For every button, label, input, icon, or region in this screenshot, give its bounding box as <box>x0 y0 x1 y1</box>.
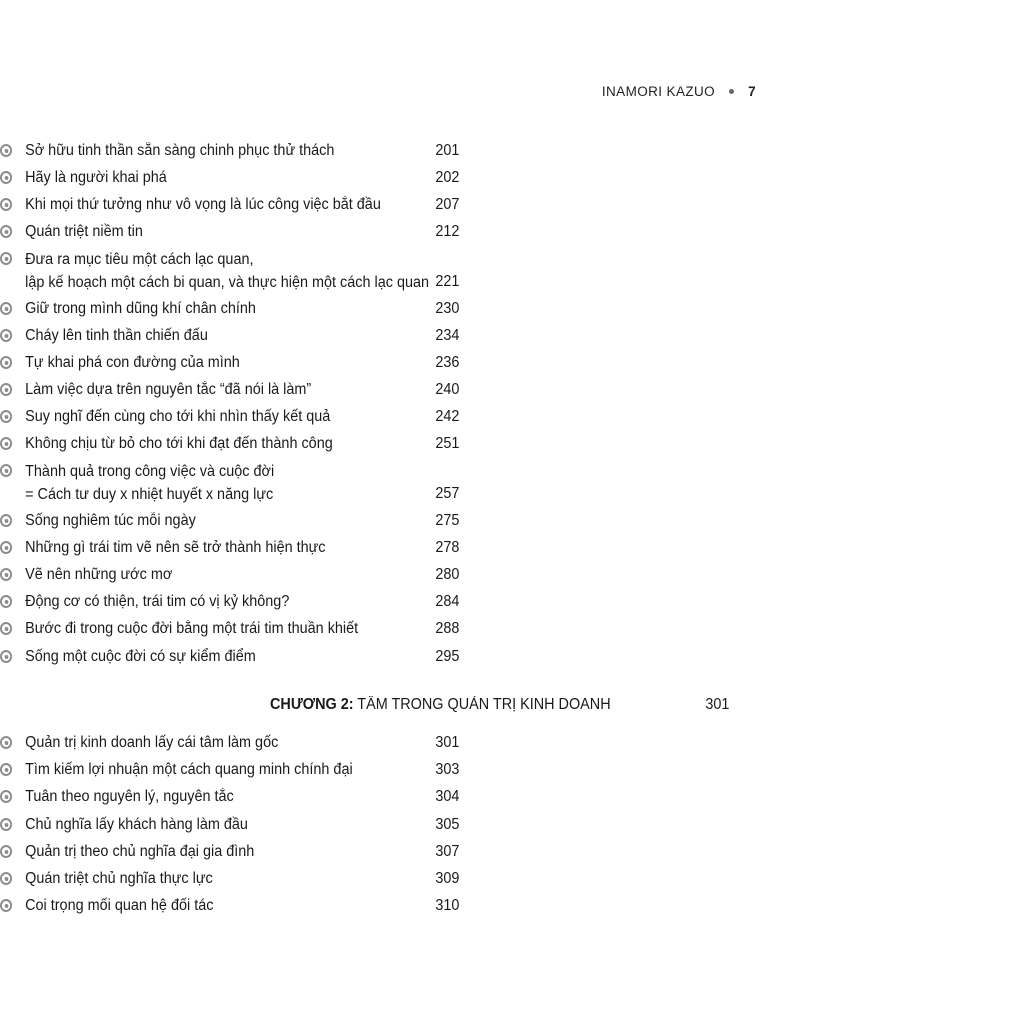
bullet-icon <box>0 225 12 238</box>
toc-entry-page: 304 <box>435 788 460 805</box>
toc-entry-title: Hãy là người khai phá <box>25 169 167 186</box>
bullet-icon <box>0 329 12 342</box>
toc-entry-page: 309 <box>435 870 460 887</box>
toc-entry-page: 278 <box>435 539 460 556</box>
bullet-icon <box>0 144 12 157</box>
toc-entry-page: 307 <box>435 843 460 860</box>
toc-entry-title: Không chịu từ bỏ cho tới khi đạt đến thành công <box>25 435 333 452</box>
toc-entry-title: Cháy lên tinh thần chiến đấu <box>25 327 208 344</box>
bullet-icon <box>0 622 12 635</box>
bullet-icon <box>0 252 12 265</box>
toc-entry-page: 284 <box>435 593 460 610</box>
toc-entry-title <box>25 460 274 506</box>
bullet-icon <box>0 899 12 912</box>
toc-entry-title: Tự khai phá con đường của mình <box>25 354 240 371</box>
toc-entry-page: 288 <box>435 620 460 637</box>
toc-entry-title: Sống nghiêm túc mỗi ngày <box>25 512 196 529</box>
toc-entry-page: 202 <box>435 169 460 186</box>
toc-entry-title-line1: Đưa ra mục tiêu một cách lạc quan, <box>25 251 254 268</box>
toc-entry-title: Những gì trái tim vẽ nên sẽ trở thành hiện thực <box>25 539 326 556</box>
chapter-prefix: CHƯƠNG 2: <box>270 696 354 713</box>
chapter-title: TÂM TRONG QUẢN TRỊ KINH DOANH <box>353 696 611 713</box>
author-name: INAMORI KAZUO <box>601 84 716 99</box>
toc-entry-title: Động cơ có thiện, trái tim có vị kỷ không? <box>25 593 290 610</box>
toc-entry-title: Sở hữu tinh thần sẵn sàng chinh phục thử thách <box>25 142 335 159</box>
bullet-icon <box>0 302 12 315</box>
separator-dot-icon <box>729 89 734 94</box>
toc-entry-title: Vẽ nên những ước mơ <box>25 566 173 583</box>
bullet-icon <box>0 514 12 527</box>
toc-entry-page: 310 <box>435 897 460 914</box>
running-header <box>602 84 756 99</box>
toc-entry-title: Bước đi trong cuộc đời bằng một trái tim thuần khiết <box>25 620 359 637</box>
toc-entry-title: Quán triệt chủ nghĩa thực lực <box>25 870 213 887</box>
toc-entry-title: Quản trị theo chủ nghĩa đại gia đình <box>25 843 255 860</box>
toc-entry-page: 251 <box>435 435 460 452</box>
chapter-heading <box>270 694 729 716</box>
toc-entry-page: 236 <box>435 354 460 371</box>
toc-entry-title: Coi trọng mối quan hệ đối tác <box>25 897 214 914</box>
toc-entry-page: 207 <box>435 196 460 213</box>
toc-entry-page: 295 <box>435 648 460 665</box>
toc-entry-title-line2: lập kế hoạch một cách bi quan, và thực hiện một cách lạc quan <box>25 274 430 291</box>
toc-entry-title: Làm việc dựa trên nguyên tắc “đã nói là làm” <box>25 381 312 398</box>
bullet-icon <box>0 790 12 803</box>
page-number: 7 <box>748 84 756 99</box>
toc-entry-page: 242 <box>435 408 460 425</box>
toc-entry-title: Quản trị kinh doanh lấy cái tâm làm gốc <box>25 734 279 751</box>
toc-entry-title: Tìm kiếm lợi nhuận một cách quang minh chính đại <box>25 761 353 778</box>
toc-entry-page: 301 <box>435 734 460 751</box>
toc-entry-page: 303 <box>435 761 460 778</box>
toc-entry-title: Suy nghĩ đến cùng cho tới khi nhìn thấy kết quả <box>25 408 331 425</box>
toc-entry-page: 257 <box>435 485 460 502</box>
bullet-icon <box>0 872 12 885</box>
toc-entry-title: Tuân theo nguyên lý, nguyên tắc <box>25 788 234 805</box>
bullet-icon <box>0 595 12 608</box>
toc-entry-title: Chủ nghĩa lấy khách hàng làm đầu <box>25 816 248 833</box>
bullet-icon <box>0 845 12 858</box>
bullet-icon <box>0 818 12 831</box>
toc-entry-page: 201 <box>435 142 460 159</box>
toc-entry-page: 280 <box>435 566 460 583</box>
toc-entry-page: 305 <box>435 816 460 833</box>
toc-entry-title: Khi mọi thứ tưởng như vô vọng là lúc công việc bắt đầu <box>25 196 381 213</box>
toc-entry-title-line1: Thành quả trong công việc và cuộc đời <box>25 463 275 480</box>
bullet-icon <box>0 171 12 184</box>
bullet-icon <box>0 736 12 749</box>
toc-entry-page: 275 <box>435 512 460 529</box>
toc-entry-page: 221 <box>435 273 460 290</box>
bullet-icon <box>0 410 12 423</box>
toc-entry-page: 212 <box>435 223 460 240</box>
bullet-icon <box>0 383 12 396</box>
chapter-page: 301 <box>705 696 730 713</box>
toc-entry-page: 230 <box>435 300 460 317</box>
toc-entry-title: Quán triệt niềm tin <box>25 223 143 240</box>
bullet-icon <box>0 198 12 211</box>
toc-entry-page: 234 <box>435 327 460 344</box>
toc-entry-title-line2: = Cách tư duy x nhiệt huyết x năng lực <box>25 486 274 503</box>
toc-entry-title <box>25 248 429 294</box>
bullet-icon <box>0 464 12 477</box>
bullet-icon <box>0 650 12 663</box>
toc-entry-title: Giữ trong mình dũng khí chân chính <box>25 300 256 317</box>
bullet-icon <box>0 541 12 554</box>
toc-entry-title: Sống một cuộc đời có sự kiểm điểm <box>25 648 256 665</box>
toc-entry-page: 240 <box>435 381 460 398</box>
bullet-icon <box>0 763 12 776</box>
bullet-icon <box>0 437 12 450</box>
bullet-icon <box>0 356 12 369</box>
bullet-icon <box>0 568 12 581</box>
